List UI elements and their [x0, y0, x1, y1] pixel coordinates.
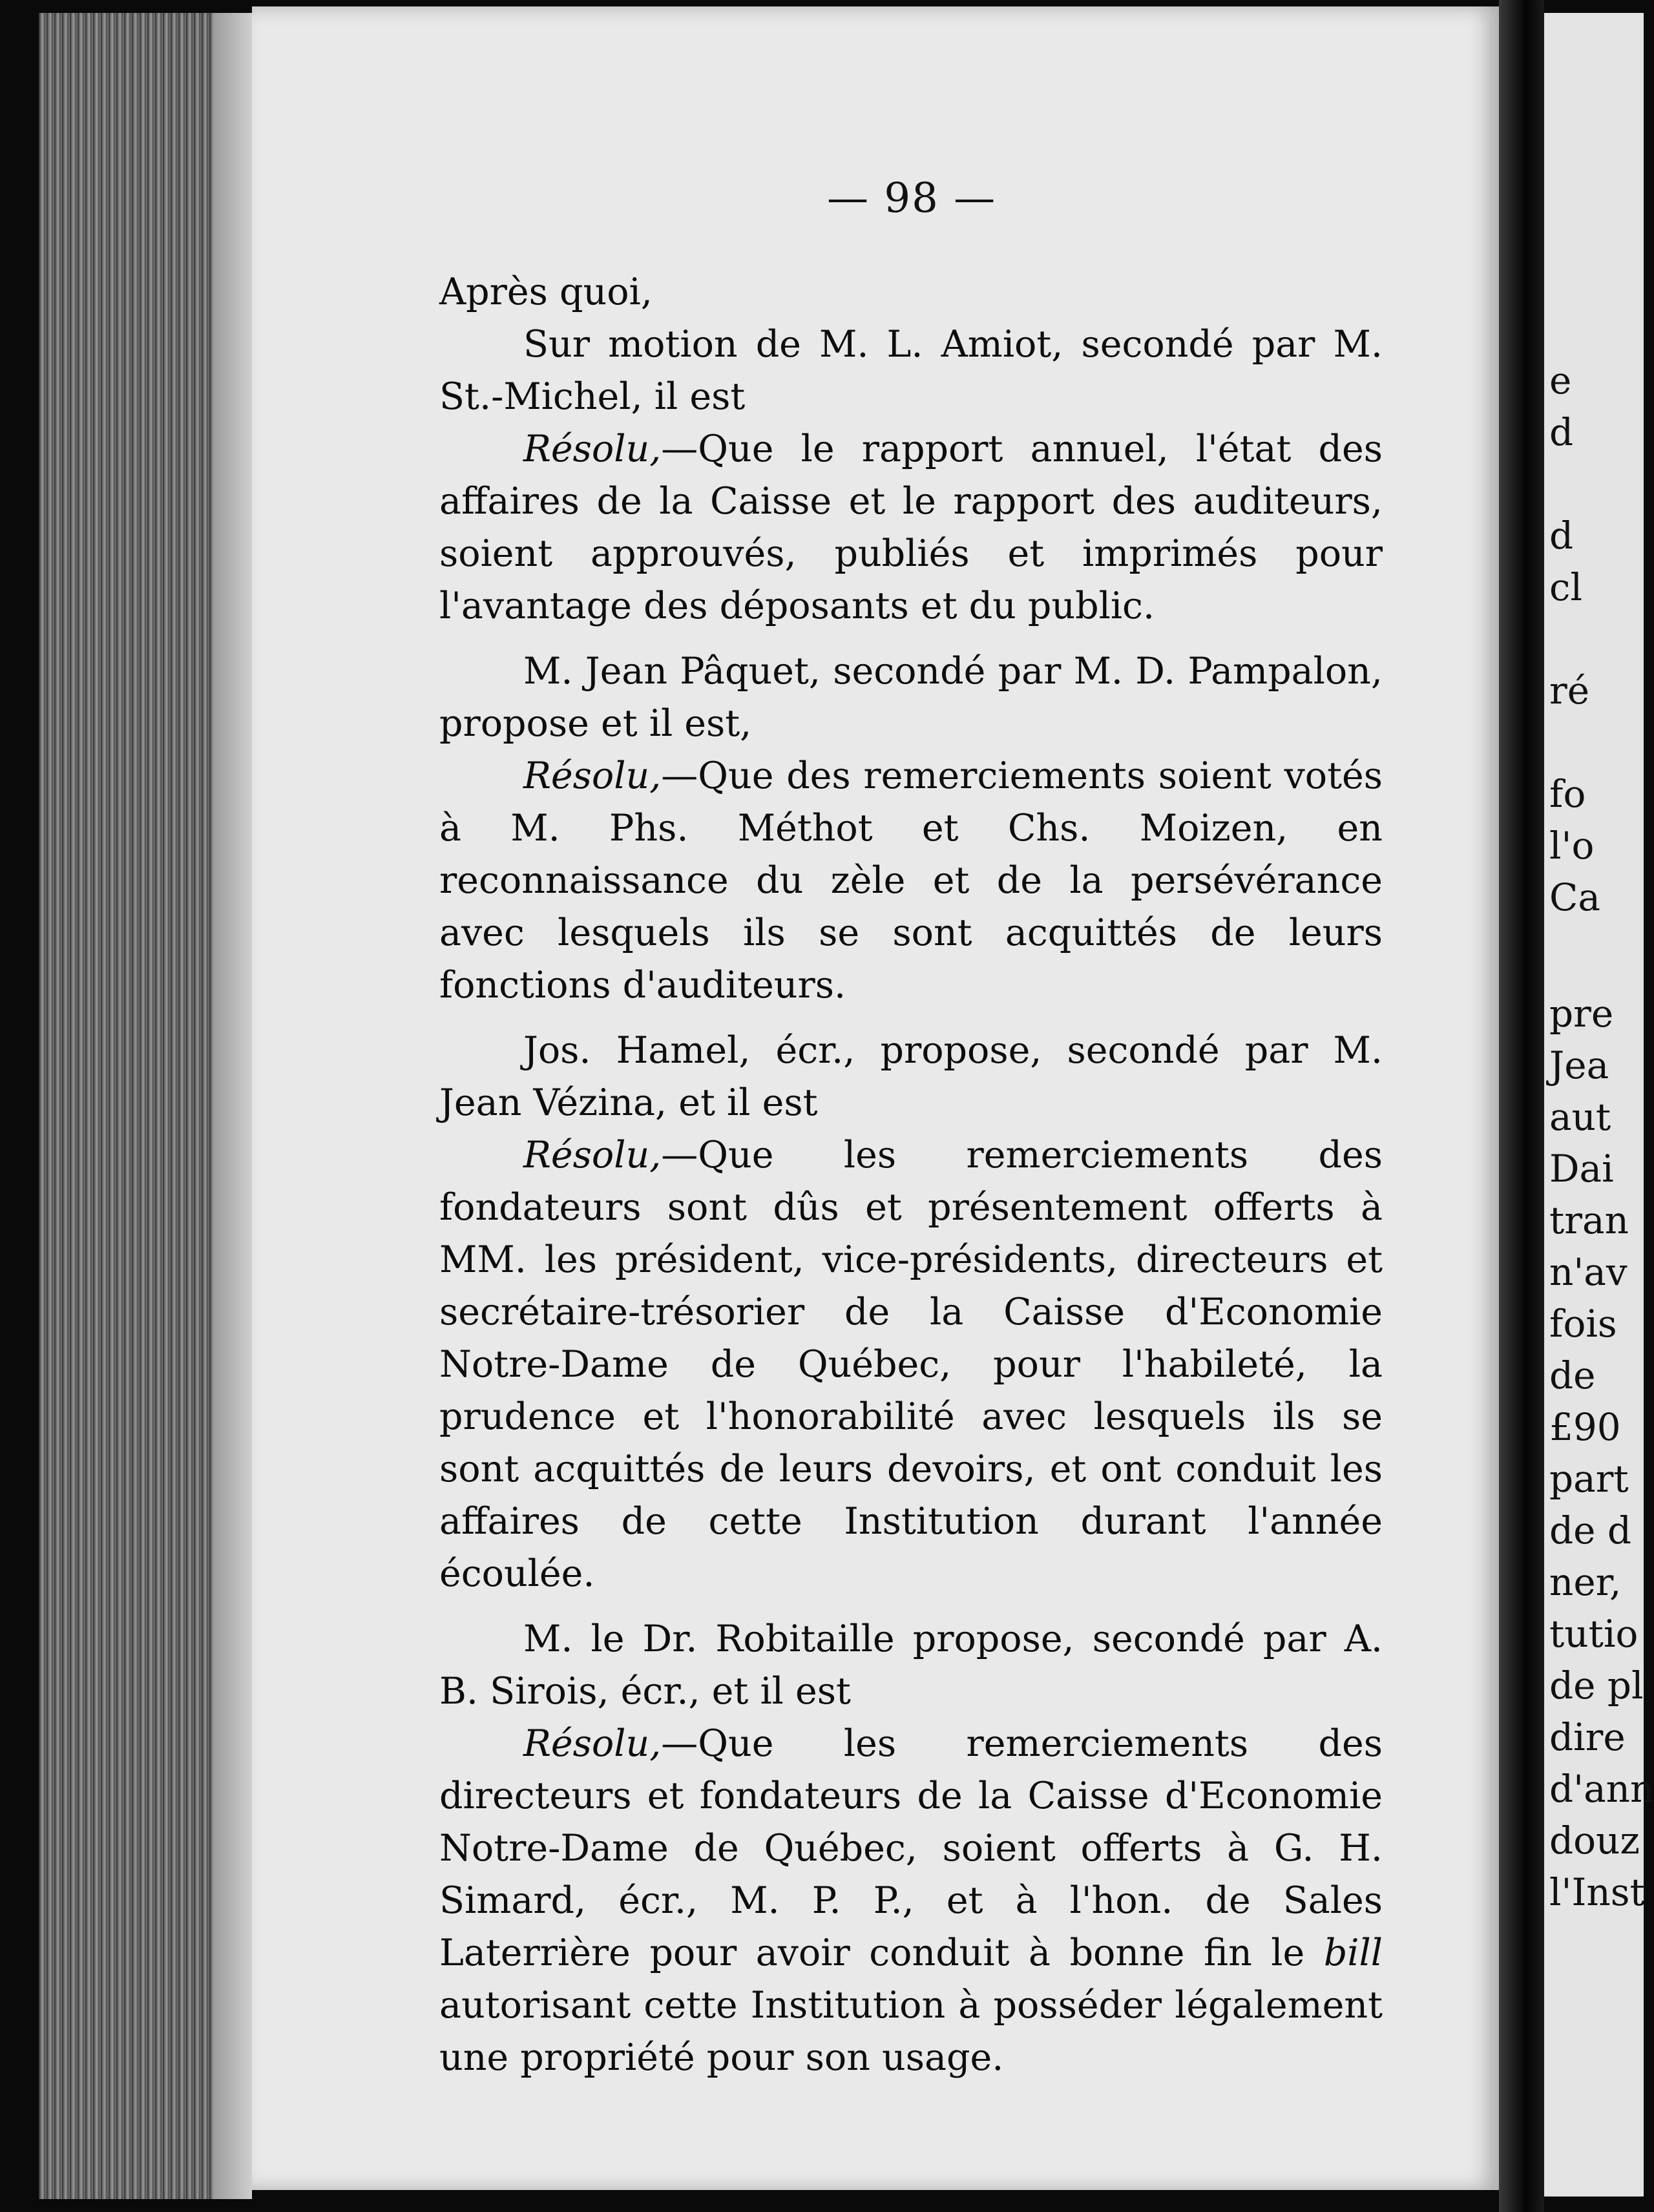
- resolu-label: Résolu,: [523, 755, 662, 797]
- paragraph-apres-quoi: Après quoi,: [439, 271, 653, 313]
- facing-line: d: [1549, 410, 1574, 454]
- facing-line: l'o: [1549, 824, 1595, 868]
- resolu-label: Résolu,: [523, 1722, 662, 1765]
- page-text: [439, 266, 1383, 2084]
- resolution-text-end: autorisant cette Institution à posséder légalement une propriété pour son usage.: [439, 1984, 1383, 2079]
- paragraph-motion-hamel: Jos. Hamel, écr., propose, secondé par M. Jean Vézina, et il est: [439, 1029, 1383, 1124]
- resolution-text: —Que des remerciements soient votés à M. Phs. Méthot et Chs. Moizen, en reconnaissance du zèle et de la persévérance avec lesquels ils se sont acquittés de leurs fonctions d'auditeurs.: [439, 755, 1383, 1007]
- resolu-label: Résolu,: [523, 1134, 662, 1176]
- bill-word: bill: [1323, 1932, 1383, 1974]
- facing-line: Dai: [1549, 1147, 1614, 1191]
- facing-line: e: [1549, 359, 1572, 402]
- facing-line: ner,: [1549, 1560, 1622, 1604]
- paragraph-motion-paquet: M. Jean Pâquet, secondé par M. D. Pampalon, propose et il est,: [439, 650, 1383, 745]
- facing-line: n'av: [1549, 1250, 1628, 1294]
- paragraph-resolution-auditeurs: [439, 750, 1383, 1012]
- paragraph-motion-amiot: Sur motion de M. L. Amiot, secondé par M. St.-Michel, il est: [439, 323, 1383, 418]
- facing-line: cl: [1549, 565, 1583, 609]
- facing-line: fois: [1549, 1302, 1617, 1346]
- facing-line: d: [1549, 514, 1574, 558]
- resolution-text: —Que les remerciements des directeurs et fondateurs de la Caisse d'Economie Notre-Dame de Québec, soient offerts à G. H. Simard, écr., M. P. P., et à l'hon. de Sales Laterrière pour avoir conduit à bonne fin le: [439, 1722, 1383, 1974]
- facing-line: ré: [1549, 669, 1590, 713]
- facing-line: pre: [1549, 992, 1614, 1036]
- facing-line: Jea: [1549, 1043, 1609, 1087]
- facing-line: part: [1549, 1457, 1629, 1501]
- facing-line: de pl: [1549, 1664, 1644, 1707]
- facing-line: de: [1549, 1353, 1596, 1397]
- paragraph-resolution-bill: [439, 1718, 1383, 2084]
- facing-line: d'ann: [1549, 1767, 1654, 1811]
- facing-line: l'Inst: [1549, 1870, 1645, 1914]
- facing-line: tran: [1549, 1198, 1629, 1242]
- facing-line: Ca: [1549, 875, 1600, 919]
- paragraph-resolution-rapport: [439, 423, 1383, 632]
- paragraph-motion-robitaille: M. le Dr. Robitaille propose, secondé par A. B. Sirois, écr., et il est: [439, 1618, 1383, 1713]
- resolu-label: Résolu,: [523, 428, 662, 470]
- facing-line: tutio: [1549, 1612, 1638, 1656]
- facing-line: douz: [1549, 1819, 1640, 1862]
- facing-line: fo: [1549, 772, 1586, 816]
- paragraph-resolution-fondateurs: [439, 1129, 1383, 1600]
- facing-line: £90: [1549, 1405, 1621, 1449]
- book-page-edges: [39, 13, 252, 2199]
- resolution-text: —Que les remerciements des fondateurs sont dûs et présentement offerts à MM. les président, vice-présidents, directeurs et secrétaire-trésorier de la Caisse d'Economie Notre-Dame de Québec, pour l'habileté, la prudence et l'honorabilité avec lesquels ils se sont acquittés de leurs devoirs, et ont conduit les affaires de cette Institution durant l'année écoulée.: [439, 1134, 1383, 1595]
- facing-line: de d: [1549, 1508, 1632, 1552]
- book-gutter: [1499, 0, 1544, 2212]
- facing-page: [1544, 13, 1654, 2196]
- facing-line: dire: [1549, 1715, 1626, 1759]
- facing-line: aut: [1549, 1095, 1611, 1139]
- resolution-text: —Que le rapport annuel, l'état des affaires de la Caisse et le rapport des auditeurs, soient approuvés, publiés et imprimés pour l'avantage des déposants et du public.: [439, 428, 1383, 627]
- page-number: — 98 —: [827, 174, 997, 222]
